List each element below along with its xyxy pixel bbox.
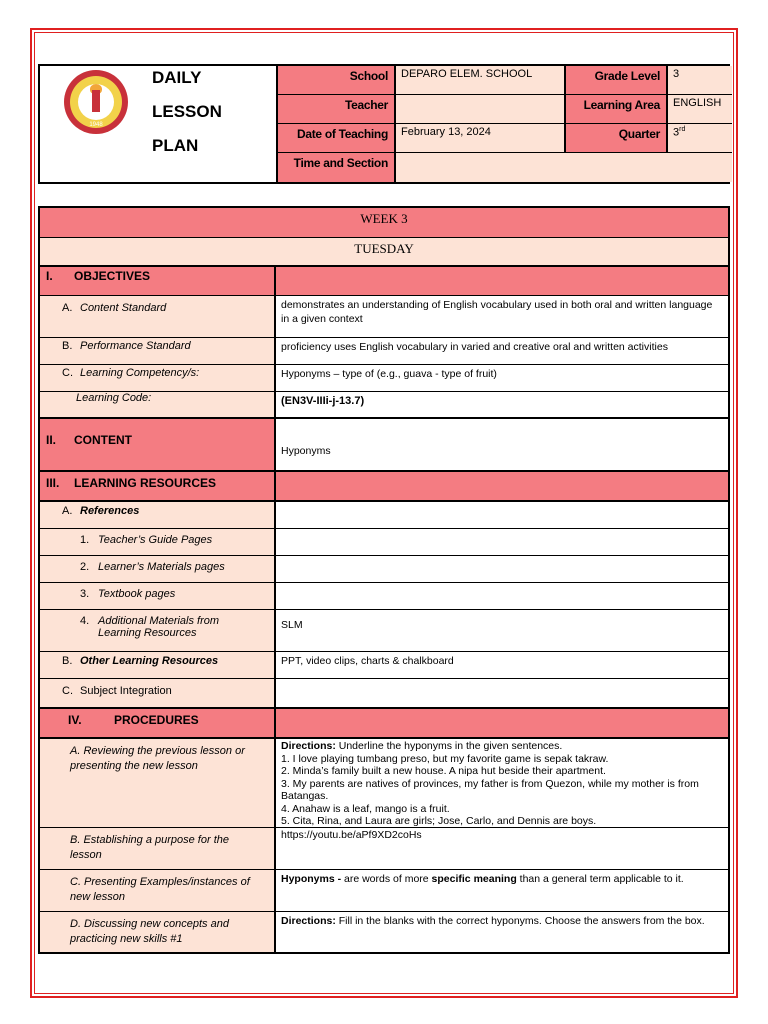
- quarter-label: Quarter: [566, 124, 666, 152]
- textbook-value: [276, 583, 728, 609]
- school-label: School: [278, 66, 394, 94]
- teacher-value: [396, 95, 564, 123]
- school-seal-logo: 1948: [64, 70, 128, 134]
- performance-standard-row: [40, 338, 728, 365]
- lesson-plan-table: [38, 206, 730, 954]
- textbook-label: 3. Textbook pages: [40, 583, 276, 609]
- title-lesson: LESSON: [152, 102, 222, 121]
- lm-pages-value: [276, 556, 728, 582]
- lm-pages-row: [40, 556, 728, 583]
- procedure-a-content: Directions: Underline the hyponyms in the given sentences. 1. I love playing tumbang preso, but my favorite game is sepak takraw. 2. Minda’s family built a new house. A nipa hut beside their apartment. 3. My parents are natives of provinces, my father is from Quezon, while my mother is from Batangas. 4. Anahaw is a leaf, mango is a fruit. 5. Cita, Rina, and Laura are girls; Jose, Carlo, and Dennis are boys.: [281, 740, 699, 827]
- learning-area-label: Learning Area: [566, 95, 666, 123]
- resources-row: [40, 472, 728, 502]
- grade-level-label: Grade Level: [566, 66, 666, 94]
- content-standard-row: [40, 296, 728, 338]
- content-heading: II. CONTENT: [40, 419, 276, 470]
- competency-row: [40, 365, 728, 392]
- other-resources-value: PPT, video clips, charts & chalkboard: [281, 655, 454, 667]
- competency-value: Hyponyms – type of (e.g., guava - type of fruit): [281, 368, 497, 380]
- learning-area-value: ENGLISH: [668, 95, 732, 123]
- performance-standard-label: B. Performance Standard: [40, 338, 276, 364]
- integration-row: [40, 679, 728, 709]
- references-row: [40, 502, 728, 529]
- lm-pages-label: 2. Learner’s Materials pages: [40, 556, 276, 582]
- procedure-c-row: [40, 870, 728, 912]
- procedure-b-label: B. Establishing a purpose for the lesson: [40, 828, 276, 869]
- grade-level-value: 3: [668, 66, 732, 94]
- week-row: [40, 208, 728, 238]
- resources-heading: III. LEARNING RESOURCES: [40, 472, 276, 500]
- tg-pages-value: [276, 529, 728, 555]
- references-label: A. References: [40, 502, 276, 528]
- title-daily: DAILY: [152, 68, 202, 87]
- school-value: DEPARO ELEM. SCHOOL: [396, 66, 564, 94]
- textbook-row: [40, 583, 728, 610]
- week-label: WEEK 3: [360, 211, 408, 226]
- procedure-d-label: D. Discussing new concepts and practicing new skills #1: [40, 912, 276, 952]
- objectives-heading: I. OBJECTIVES: [40, 267, 276, 295]
- procedures-heading: IV. PROCEDURES: [40, 709, 276, 737]
- procedure-d-content: Directions: Fill in the blanks with the correct hyponyms. Choose the answers from the box.: [281, 915, 705, 927]
- additional-materials-row: [40, 610, 728, 652]
- time-section-value: [396, 153, 732, 182]
- additional-materials-label: 4. Additional Materials from Learning Resources: [40, 610, 276, 651]
- other-resources-row: [40, 652, 728, 679]
- date-of-teaching-label: Date of Teaching: [278, 124, 394, 152]
- procedure-a-label: A. Reviewing the previous lesson or presenting the new lesson: [40, 739, 276, 827]
- performance-standard-value: proficiency uses English vocabulary in varied and creative oral and written activities: [281, 341, 668, 353]
- teacher-label: Teacher: [278, 95, 394, 123]
- objectives-row: [40, 267, 728, 296]
- day-label: TUESDAY: [354, 241, 414, 256]
- tg-pages-label: 1. Teacher’s Guide Pages: [40, 529, 276, 555]
- procedures-row: [40, 709, 728, 739]
- day-row: [40, 238, 728, 267]
- procedure-a-row: [40, 739, 728, 828]
- tg-pages-row: [40, 529, 728, 556]
- procedure-b-row: [40, 828, 728, 870]
- content-row: [40, 419, 728, 472]
- header-info-grid: [276, 66, 732, 182]
- learning-code-label: Learning Code:: [40, 392, 276, 417]
- other-resources-label: B. Other Learning Resources: [40, 652, 276, 678]
- procedure-c-label: C. Presenting Examples/instances of new lesson: [40, 870, 276, 911]
- learning-code-value: (EN3V-IIIi-j-13.7): [281, 395, 365, 407]
- title-plan: PLAN: [152, 136, 199, 155]
- header-table: [38, 64, 730, 184]
- learning-code-row: [40, 392, 728, 419]
- procedure-b-link[interactable]: https://youtu.be/aPf9XD2coHs: [281, 829, 422, 841]
- content-standard-label: A. Content Standard: [40, 296, 276, 337]
- date-of-teaching-value: February 13, 2024: [396, 124, 564, 152]
- integration-value: [276, 679, 728, 707]
- procedure-d-row: [40, 912, 728, 952]
- additional-materials-value: SLM: [281, 619, 303, 631]
- time-section-label: Time and Section: [278, 153, 394, 182]
- integration-label: C. Subject Integration: [40, 679, 276, 707]
- quarter-value: 3rd: [668, 124, 732, 152]
- competency-label: C. Learning Competency/s:: [40, 365, 276, 391]
- content-value: Hyponyms: [276, 419, 728, 470]
- procedure-c-content: Hyponyms - are words of more specific meaning than a general term applicable to it.: [281, 873, 684, 885]
- content-standard-value: demonstrates an understanding of English vocabulary used in both oral and written language in a given context: [281, 299, 713, 325]
